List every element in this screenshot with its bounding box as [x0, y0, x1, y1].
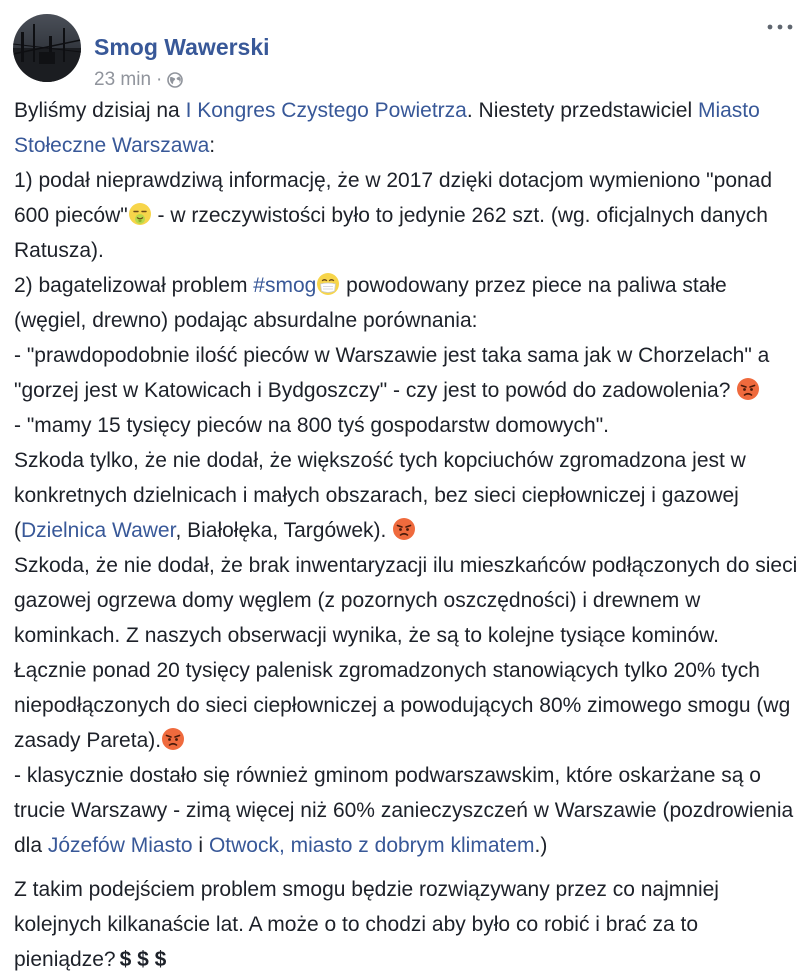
post-text: powodowany przez piece na paliwa stałe (węgiel, drewno) podając absurdalne porównania:: [14, 274, 727, 332]
post-text: - klasycznie dostało się również gminom podwarszawskim, które oskarżane są o trucie Warszawy - zimą więcej niż 60% zanieczyszczeń w Warszawie (pozdrowienia dla: [14, 764, 794, 857]
post-time[interactable]: 23 min: [94, 69, 152, 90]
post-text: Z takim podejściem problem smogu będzie rozwiązywany przez co najmniej kolejnych kilkanaście lat. A może o to chodzi aby było co robić i brać za to pieniądze?: [14, 878, 719, 971]
meta-separator: ·: [156, 69, 163, 90]
angry-face-icon: [736, 377, 760, 401]
post-text: Szkoda tylko, że nie dodał, że większość tych kopciuchów zgromadzona jest w konkretnych dzielnicach i małych obszarach, bez sieci ciepłowniczej i gazowej (: [14, 449, 746, 542]
post-text: - "prawdopodobnie ilość pieców w Warszawie jest taka sama jak w Chorzelach" a "gorzej jest w Katowicach i Bydgoszczy" - czy jest to powód do zadowolenia?: [14, 344, 770, 402]
post-text: :: [209, 134, 216, 157]
angry-face-icon: [392, 517, 416, 541]
link-dzielnica-wawer[interactable]: Dzielnica Wawer: [21, 519, 176, 542]
post-text: 1) podał nieprawdziwą informację, że w 2017 dzięki dotacjom wymieniono "ponad 600 pieców": [14, 169, 773, 227]
post-text: 2) bagatelizował problem: [14, 274, 254, 297]
more-options-icon[interactable]: [763, 16, 797, 38]
hashtag-smog[interactable]: #smog: [253, 274, 317, 297]
dollar-emoji: $ $ $: [119, 948, 167, 971]
globe-icon: [167, 72, 183, 88]
post-text: - "mamy 15 tysięcy pieców na 800 tyś gospodarstw domowych".: [14, 414, 609, 437]
post-text: - w rzeczywistości było to jedynie 262 szt. (wg. oficjalnych danych Ratusza).: [14, 204, 768, 262]
angry-face-icon: [161, 727, 185, 751]
post-text: i: [192, 834, 209, 857]
medical-mask-face-icon: [316, 272, 340, 296]
link-otwock[interactable]: Otwock, miasto z dobrym klimatem: [208, 834, 535, 857]
author-name[interactable]: Smog Wawerski: [94, 34, 270, 60]
post-text: . Niestety przedstawiciel: [466, 99, 698, 122]
link-warszawa[interactable]: Miasto Stołeczne Warszawa: [14, 99, 760, 157]
post-paragraph: [14, 93, 799, 863]
post-meta: [94, 69, 183, 91]
post-text: .): [534, 834, 548, 857]
link-jozefow-miasto[interactable]: Józefów Miasto: [47, 834, 193, 857]
post-body: [14, 93, 799, 977]
post-text: Byliśmy dzisiaj na: [14, 99, 186, 122]
post-paragraph: [14, 872, 799, 977]
post-text: , Białołęka, Targówek).: [175, 519, 393, 542]
post-text: Szkoda, że nie dodał, że brak inwentaryzacji ilu mieszkańców podłączonych do sieci gazowej ogrzewa domy węglem (z pozornych oszczędności) i drewnem w kominkach. Z naszych obserwacji wynika, że są to kolejne tysiące kominów.: [14, 554, 798, 647]
avatar[interactable]: [13, 14, 81, 82]
link-kongres[interactable]: I Kongres Czystego Powietrza: [185, 99, 467, 122]
post-text: Łącznie ponad 20 tysięcy palenisk zgromadzonych stanowiących tylko 20% tych niepodłączonych do sieci ciepłowniczej a powodujących 80% zimowego smogu (wg zasady Pareta).: [14, 659, 791, 752]
nauseated-face-icon: [128, 202, 152, 226]
